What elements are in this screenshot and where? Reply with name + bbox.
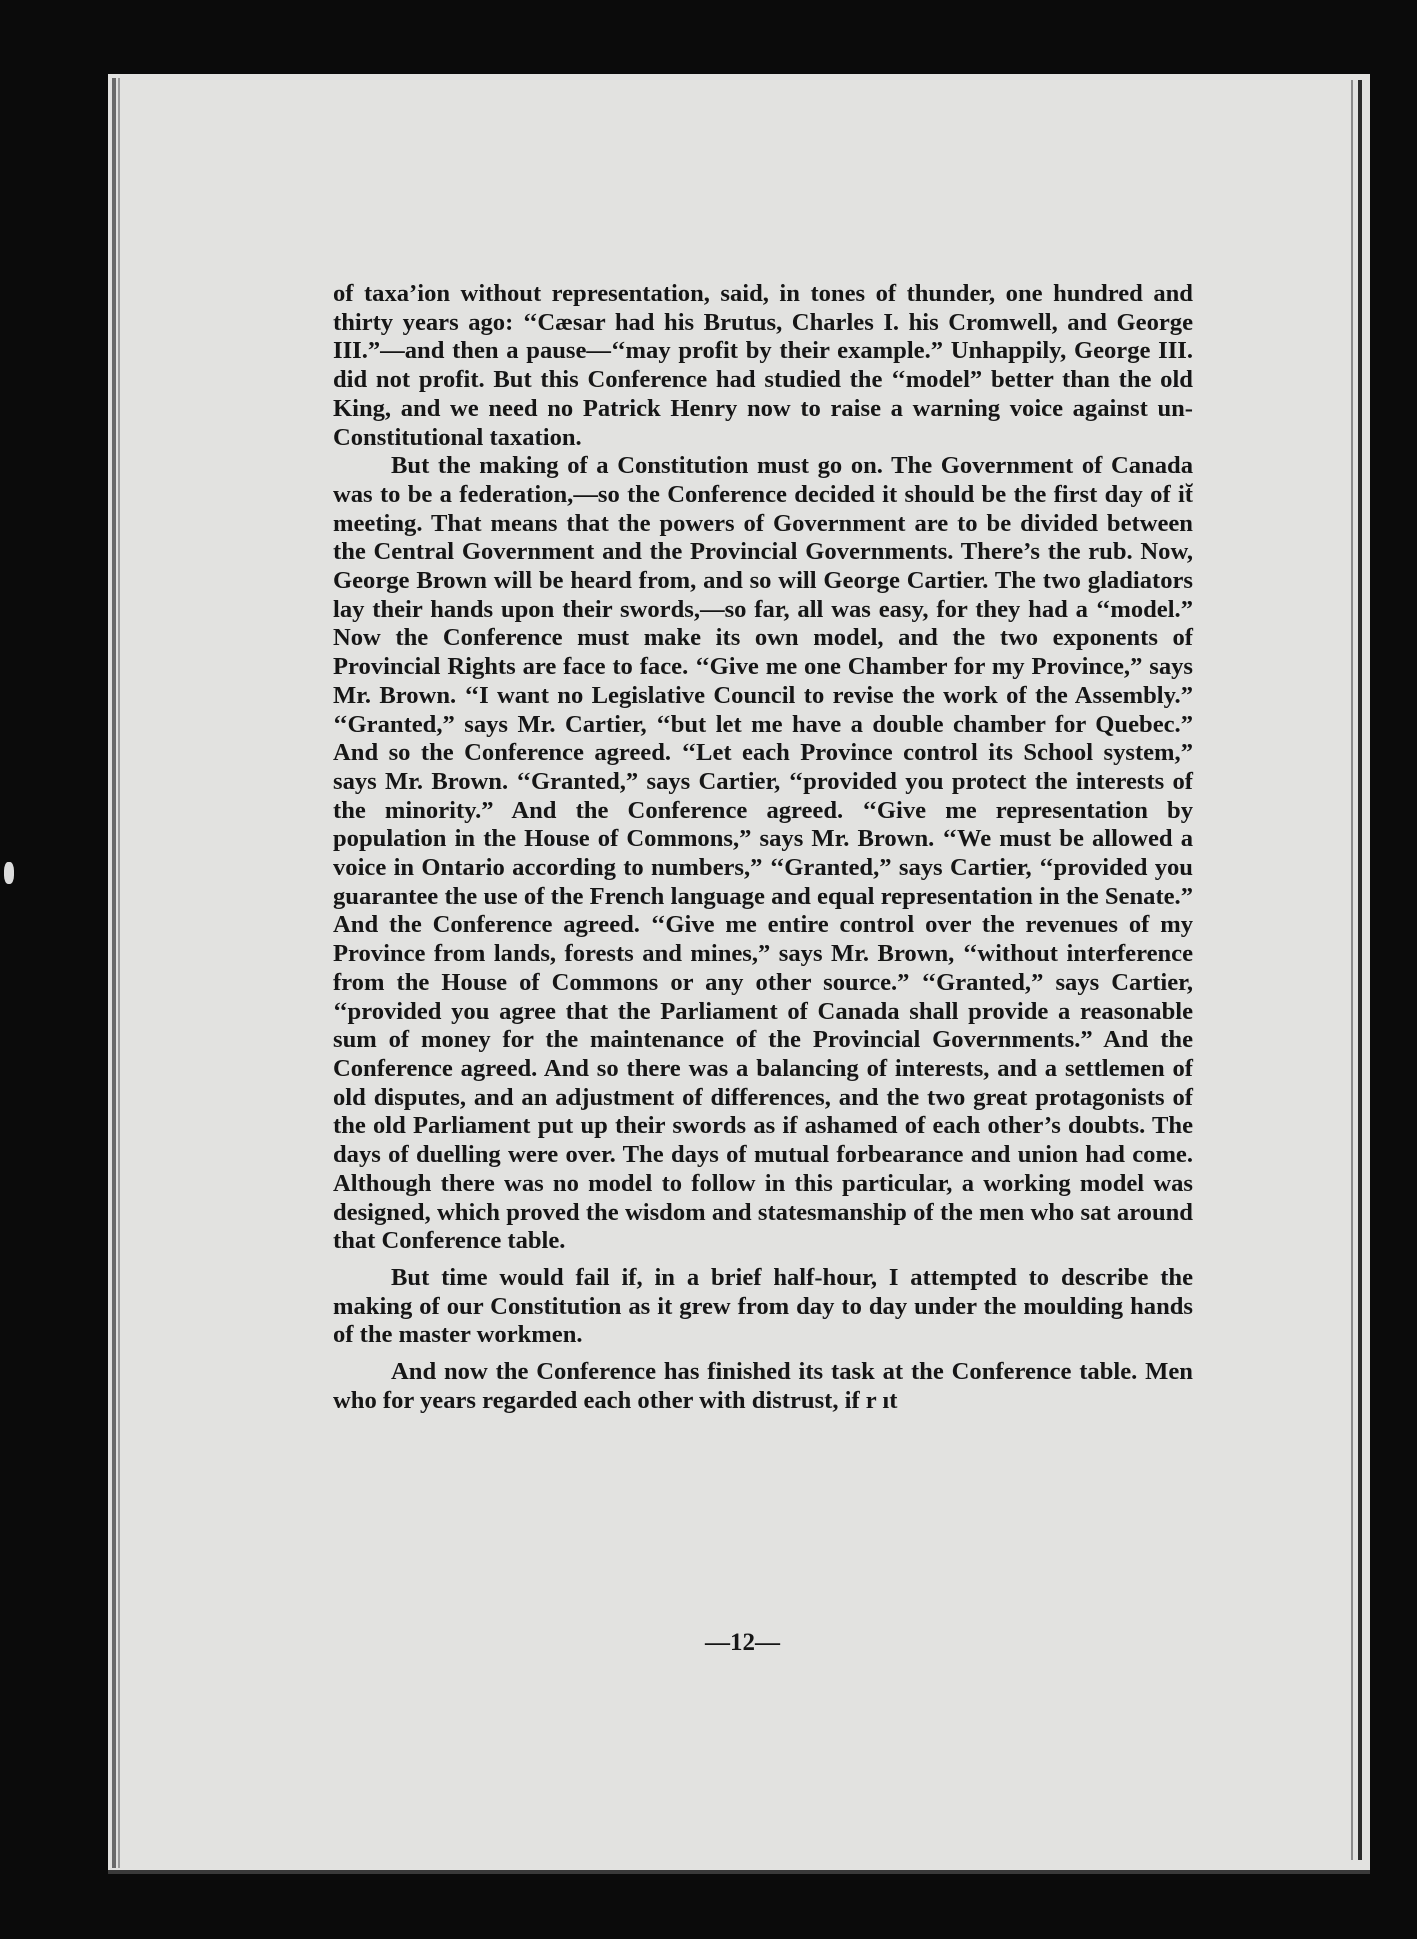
- paragraph-continuation: of taxa’ion without representation, said, in tones of thunder, one hundred and thirty years ago: ‘‘Cæsar had his Brutus, Charles I. his Cromwell, and George III.”—and then a pause—‘‘may profit by their example.” Unhappily, George III. did not profit. But this Conference had studied the ‘‘model” better than the old King, and we need no Patrick Henry now to raise a warning voice against un-Constitutional taxation.: [333, 280, 1193, 451]
- page-right-edge: [1358, 80, 1362, 1860]
- page-right-edge-shadow: [1351, 80, 1353, 1860]
- page-bottom-edge: [108, 1870, 1370, 1874]
- page-left-edge: [112, 78, 116, 1868]
- paragraph-constitution: But the making of a Constitution must go on. The Government of Canada was to be a federation,—so the Conference decided it should be the first day of it̆ meeting. That means that the powers of Government are to be divided between the Central Government and the Provincial Governments. There’s the rub. Now, George Brown will be heard from, and so will George Cartier. The two gladiators lay their hands upon their swords,—so far, all was easy, for they had a ‘‘model.” Now the Conference must make its own model, and the two exponents of Provincial Rights are face to face. ‘‘Give me one Chamber for my Province,” says Mr. Brown. ‘‘I want no Legislative Council to revise the work of the Assembly.” ‘‘Granted,” says Mr. Cartier, ‘‘but let me have a double chamber for Quebec.” And so the Conference agreed. ‘‘Let each Province control its School system,” says Mr. Brown. ‘‘Granted,” says Cartier, ‘‘provided you protect the interests of the minority.” And the Conference agreed. ‘‘Give me representation by population in the House of Commons,” says Mr. Brown. ‘‘We must be allowed a voice in Ontario according to numbers,” ‘‘Granted,” says Cartier, ‘‘provided you guarantee the use of the French language and equal representation in the Senate.” And the Conference agreed. ‘‘Give me entire control over the revenues of my Province from lands, forests and mines,” says Mr. Brown, ‘‘without interference from the House of Commons or any other source.” ‘‘Granted,” says Cartier, ‘‘provided you agree that the Parliament of Canada shall provide a reasonable sum of money for the maintenance of the Provincial Governments.” And the Conference agreed. And so there was a balancing of interests, and a settlemen of old disputes, and an adjustment of differences, and the two great protagonists of the old Parliament put up their swords as if ashamed of each other’s doubts. The days of duelling were over. The days of mutual forbearance and union had come. Although there was no model to follow in this particular, a working model was designed, which proved the wisdom and statesmanship of the men who sat around that Conference table.: [333, 452, 1193, 1255]
- page-number: —12—: [705, 1629, 780, 1656]
- scan-speck: [4, 862, 14, 884]
- page-left-edge-shadow: [118, 78, 120, 1868]
- paragraph-conclusion: And now the Conference has finished its task at the Conference table. Men who for years regarded each other with distrust, if r ıt: [333, 1358, 1193, 1414]
- body-text: [333, 280, 1193, 1415]
- paragraph-time: But time would fail if, in a brief half-hour, I attempted to describe the making of our Constitution as it grew from day to day under the moulding hands of the master workmen.: [333, 1263, 1193, 1349]
